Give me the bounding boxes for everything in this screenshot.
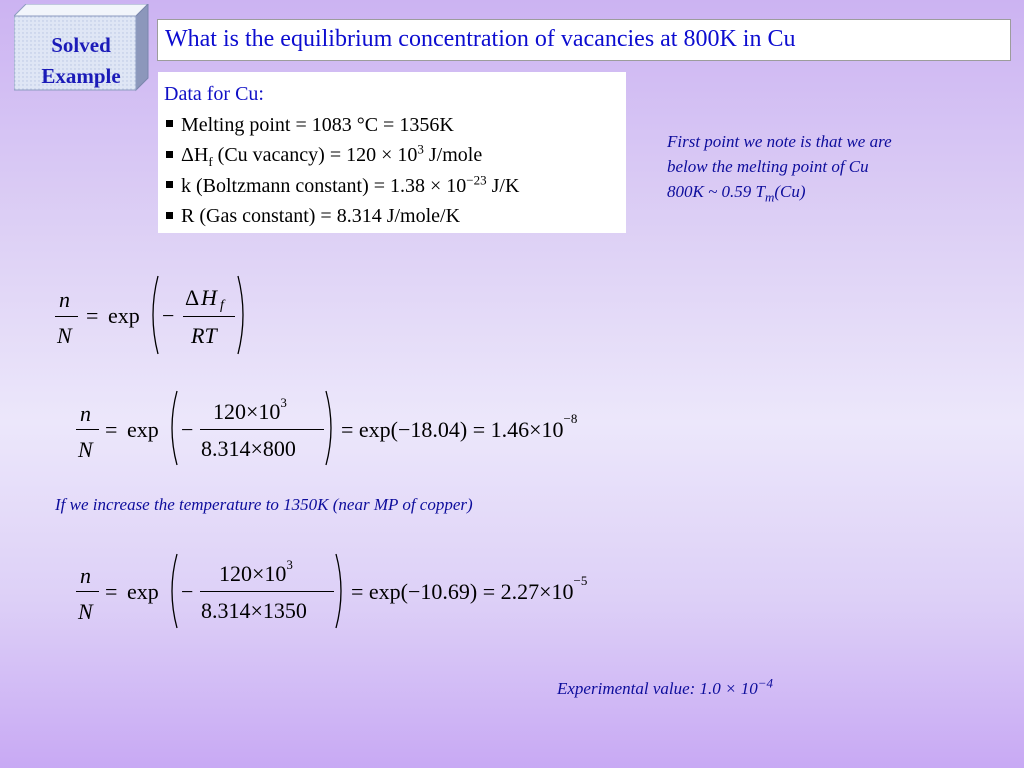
- fraction-bar: [76, 429, 99, 430]
- bullet-icon: [166, 181, 173, 188]
- enthalpy-symbol: H: [201, 285, 217, 310]
- slide-title: What is the equilibrium concentration of vacancies at 800K in Cu: [165, 26, 796, 52]
- eq-denominator-N: N: [57, 323, 72, 348]
- eq-denominator-N: N: [78, 599, 93, 624]
- minus-sign: −: [162, 303, 175, 328]
- minus-sign: −: [181, 417, 194, 442]
- item-text-mid: (Cu vacancy) = 120 × 10: [212, 144, 418, 166]
- badge-line-1: Solved: [51, 33, 111, 57]
- eq-numerator-n: n: [80, 563, 91, 588]
- note-subscript: m: [765, 189, 775, 205]
- bullet-icon: [166, 212, 173, 219]
- item-superscript: 3: [417, 141, 424, 157]
- equals-sign: =: [105, 579, 118, 604]
- bullet-icon: [166, 120, 173, 127]
- fraction-bar: [200, 429, 324, 430]
- result-expression: = $\exp(-10.69) = 2.27\times 10^{-5}$: [351, 572, 588, 604]
- list-item-boltzmann: [164, 171, 626, 202]
- equals-sign: =: [105, 417, 118, 442]
- data-box-header: Data for Cu:: [164, 83, 264, 105]
- note-line-3: [667, 179, 1007, 204]
- right-paren: [334, 552, 348, 630]
- list-item-formation-enthalpy: [164, 140, 626, 171]
- denominator-RT: RT: [191, 323, 217, 348]
- enthalpy-subscript: f: [220, 298, 224, 313]
- item-superscript: −23: [466, 171, 487, 187]
- experimental-text: Experimental value: 1.0 × 10: [557, 679, 758, 698]
- left-paren: [146, 274, 160, 356]
- exp-function: exp: [108, 303, 140, 328]
- fraction-bar: [200, 591, 334, 592]
- solved-example-badge: [14, 4, 160, 96]
- exp-function: exp: [127, 579, 159, 604]
- item-text: ΔH: [181, 144, 209, 166]
- fraction-bar: [55, 316, 78, 317]
- right-paren: [236, 274, 250, 356]
- experimental-value: [557, 675, 774, 699]
- note-text-post: (Cu): [774, 182, 806, 201]
- item-text-post: J/K: [486, 174, 520, 197]
- side-note: [667, 129, 1007, 204]
- exp-function: exp: [127, 417, 159, 442]
- eq-denominator-N: N: [78, 437, 93, 462]
- item-text: R (Gas constant) = 8.314 J/mole/K: [181, 205, 461, 227]
- left-paren: [165, 389, 179, 467]
- note-text: 800K ~ 0.59 T: [667, 182, 765, 201]
- fraction-bar: [183, 316, 235, 317]
- result-expression: = $\exp(-18.04) = 1.46\times 10^{-8}$: [341, 410, 578, 442]
- numerator-value: $120\times 10^3$: [213, 394, 287, 424]
- experimental-superscript: −4: [757, 675, 774, 691]
- denominator-value: 8.314×1350: [201, 598, 307, 623]
- note-line-1: First point we note is that we are: [667, 132, 892, 151]
- item-text: k (Boltzmann constant) = 1.38 × 10: [181, 174, 467, 197]
- temperature-increase-note: If we increase the temperature to 1350K (near MP of copper): [55, 495, 473, 514]
- item-text-post: J/mole: [423, 144, 483, 166]
- minus-sign: −: [181, 579, 194, 604]
- eq-numerator-n: n: [80, 401, 91, 426]
- item-subscript: f: [208, 154, 213, 169]
- fraction-bar: [76, 591, 99, 592]
- list-item-gas-constant: [164, 201, 626, 232]
- badge-line-2: Example: [41, 64, 121, 88]
- title-box: [157, 19, 1011, 61]
- eq-numerator-n: n: [59, 287, 70, 312]
- data-box: [158, 72, 626, 233]
- denominator-value: 8.314×800: [201, 436, 296, 461]
- list-item-melting-point: [164, 110, 626, 141]
- badge-text: [22, 30, 140, 92]
- equals-sign: =: [86, 303, 99, 328]
- right-paren: [324, 389, 338, 467]
- item-text: Melting point = 1083 °C = 1356K: [181, 113, 454, 136]
- note-line-2: below the melting point of Cu: [667, 157, 869, 176]
- bullet-icon: [166, 151, 173, 158]
- left-paren: [165, 552, 179, 630]
- delta-symbol: Δ: [185, 285, 200, 310]
- numerator-value: $120\times 10^3$: [219, 556, 293, 586]
